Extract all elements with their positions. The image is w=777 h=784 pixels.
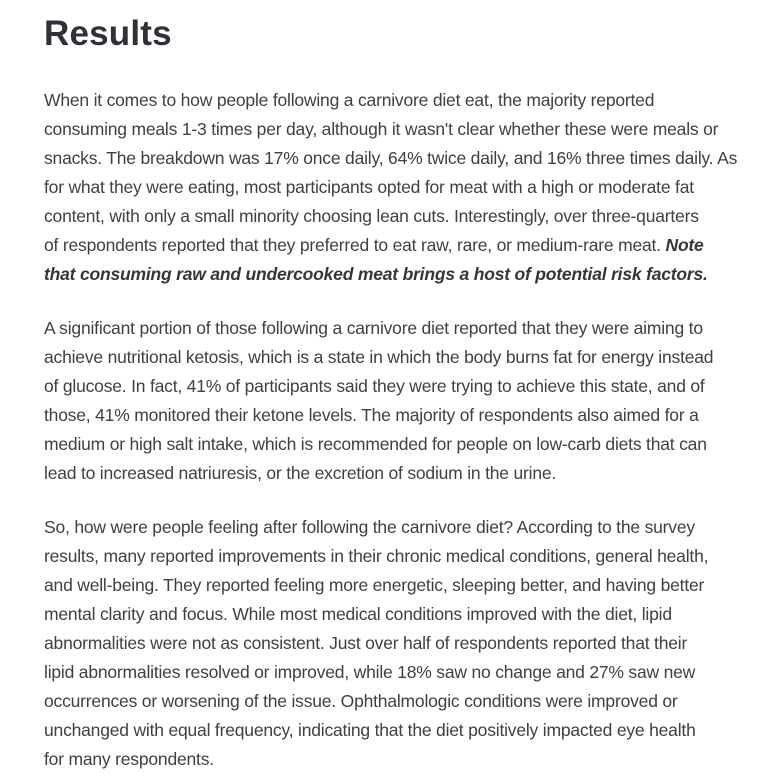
text-line: [44, 401, 767, 430]
text-segment: those, 41% monitored their ketone levels. The majority of respondents also aimed for a: [44, 405, 699, 425]
text-segment: achieve nutritional ketosis, which is a state in which the body burns fat for energy instead: [44, 347, 714, 367]
text-line: [44, 459, 767, 488]
text-line: [44, 173, 767, 202]
text-line: [44, 629, 767, 658]
text-segment: occurrences or worsening of the issue. Ophthalmologic conditions were improved or: [44, 691, 678, 711]
risk-note-emphasis: Note: [665, 235, 704, 255]
text-line: [44, 542, 767, 571]
text-line: [44, 231, 767, 260]
risk-note-emphasis: that consuming raw and undercooked meat brings a host of potential risk factors.: [44, 264, 708, 284]
text-line: [44, 571, 767, 600]
paragraph-ketosis: [44, 314, 767, 488]
text-segment: for many respondents.: [44, 749, 214, 769]
text-segment: for what they were eating, most participants opted for meat with a high or moderate fat: [44, 177, 694, 197]
text-line: [44, 600, 767, 629]
text-segment: snacks. The breakdown was 17% once daily, 64% twice daily, and 16% three times daily. As: [44, 148, 738, 168]
text-segment: mental clarity and focus. While most medical conditions improved with the diet, lipid: [44, 604, 672, 624]
text-segment: A significant portion of those following a carnivore diet reported that they were aiming to: [44, 318, 703, 338]
paragraph-outcomes: [44, 513, 767, 774]
text-line: [44, 430, 767, 459]
text-line: [44, 716, 767, 745]
text-line: [44, 314, 767, 343]
text-segment: unchanged with equal frequency, indicating that the diet positively impacted eye health: [44, 720, 696, 740]
text-segment: So, how were people feeling after following the carnivore diet? According to the survey: [44, 517, 695, 537]
text-segment: and well-being. They reported feeling more energetic, sleeping better, and having better: [44, 575, 705, 595]
text-segment: of glucose. In fact, 41% of participants said they were trying to achieve this state, and of: [44, 376, 705, 396]
text-line: [44, 513, 767, 542]
text-line: [44, 658, 767, 687]
text-segment: consuming meals 1-3 times per day, although it wasn't clear whether these were meals or: [44, 119, 719, 139]
text-segment: content, with only a small minority choosing lean cuts. Interestingly, over three-quarters: [44, 206, 699, 226]
text-segment: When it comes to how people following a carnivore diet eat, the majority reported: [44, 90, 655, 110]
text-line: [44, 144, 767, 173]
page-title: Results: [44, 14, 172, 53]
text-line: [44, 745, 767, 774]
text-line: [44, 86, 767, 115]
text-segment: abnormalities were not as consistent. Just over half of respondents reported that their: [44, 633, 688, 653]
text-segment: results, many reported improvements in their chronic medical conditions, general health,: [44, 546, 709, 566]
text-line: [44, 687, 767, 716]
text-line: [44, 202, 767, 231]
text-segment: lead to increased natriuresis, or the excretion of sodium in the urine.: [44, 463, 557, 483]
paragraph-meal-frequency: [44, 86, 767, 289]
text-line: [44, 343, 767, 372]
text-segment: of respondents reported that they preferred to eat raw, rare, or medium-rare meat.: [44, 235, 666, 255]
text-segment: medium or high salt intake, which is recommended for people on low-carb diets that can: [44, 434, 707, 454]
text-line: [44, 115, 767, 144]
text-line: [44, 260, 767, 289]
text-line: [44, 372, 767, 401]
text-segment: lipid abnormalities resolved or improved, while 18% saw no change and 27% saw new: [44, 662, 696, 682]
